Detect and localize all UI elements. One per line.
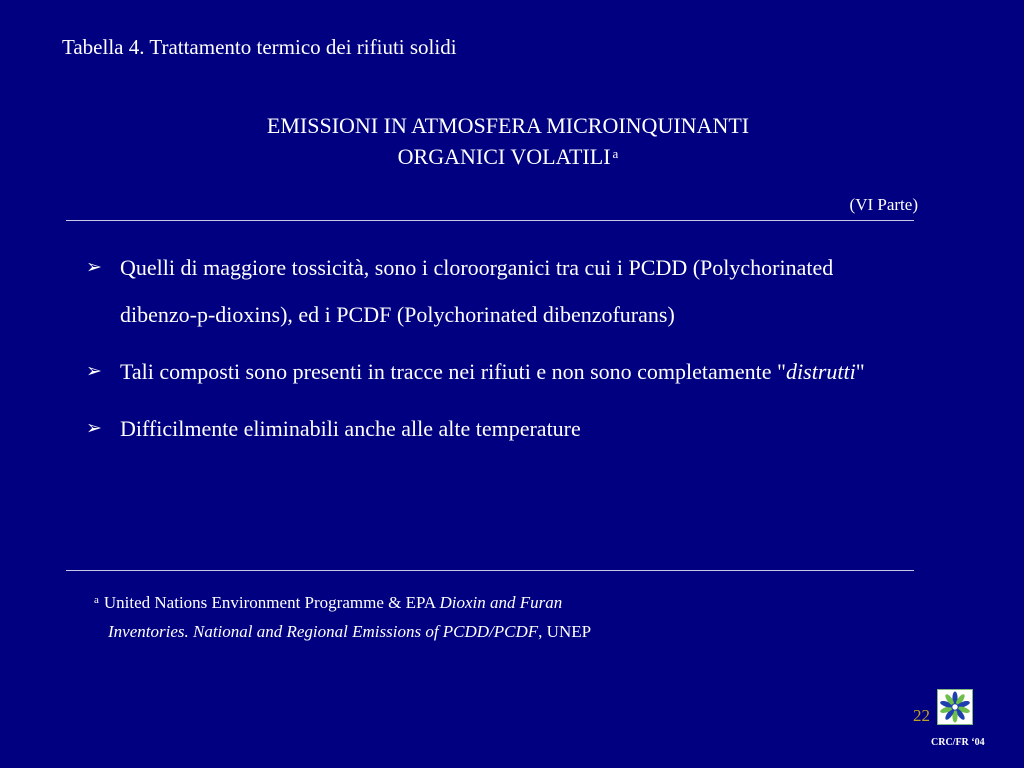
bullet-item-toxicity <box>86 244 876 338</box>
footnote-title-part-2: Inventories. National and Regional Emissions of PCDD/PCDF <box>108 622 539 641</box>
footnote-source: United Nations Environment Programme & EPA <box>103 593 440 612</box>
footnote-publisher: , UNEP <box>538 622 592 641</box>
footnote-marker: a <box>94 594 99 606</box>
slide-heading <box>150 110 866 172</box>
bullet-item-traces <box>86 348 876 395</box>
logo-graphic <box>938 690 972 724</box>
bullet-text: Quelli di maggiore tossicità, sono i cloroorganici tra cui i PCDD (Polychorinated dibenzo-p-dioxins), ed i PCDF (Polychorinated dibenzofurans) <box>120 255 834 327</box>
footnote <box>94 588 794 646</box>
heading-footnote-marker: a <box>612 146 619 161</box>
top-divider <box>66 220 914 221</box>
bullet-item-high-temperatures <box>86 405 876 452</box>
arrowhead-bullet-icon: ➢ <box>86 257 102 278</box>
bullet-text <box>120 359 865 384</box>
bullet-text-part: Tali composti sono presenti in tracce nei rifiuti e non sono completamente " <box>120 359 787 384</box>
bullet-text: Difficilmente eliminabili anche alle alte temperature <box>120 416 581 441</box>
page-number: 22 <box>913 706 930 725</box>
heading-line-2 <box>150 141 866 172</box>
footnote-title-part-1: Dioxin and Furan <box>439 593 563 612</box>
footnote-line-2 <box>94 617 794 646</box>
bullet-list <box>86 244 876 452</box>
arrowhead-bullet-icon: ➢ <box>86 418 102 439</box>
heading-line-1: EMISSIONI IN ATMOSFERA MICROINQUINANTI <box>266 113 750 138</box>
bullet-text-part: " <box>855 359 865 384</box>
footnote-line-1 <box>94 588 794 617</box>
bullet-text-emphasis: distrutti <box>786 359 856 384</box>
arrowhead-bullet-icon: ➢ <box>86 361 102 382</box>
leaf-wheel-logo-icon <box>937 689 973 725</box>
footer-credit: CRC/FR ‘04 <box>931 737 985 748</box>
heading-line-2-text: ORGANICI VOLATILI <box>397 144 611 169</box>
table-title: Tabella 4. Trattamento termico dei rifiuti solidi <box>62 35 457 59</box>
bottom-divider <box>66 570 914 571</box>
part-label: (VI Parte) <box>849 195 918 214</box>
